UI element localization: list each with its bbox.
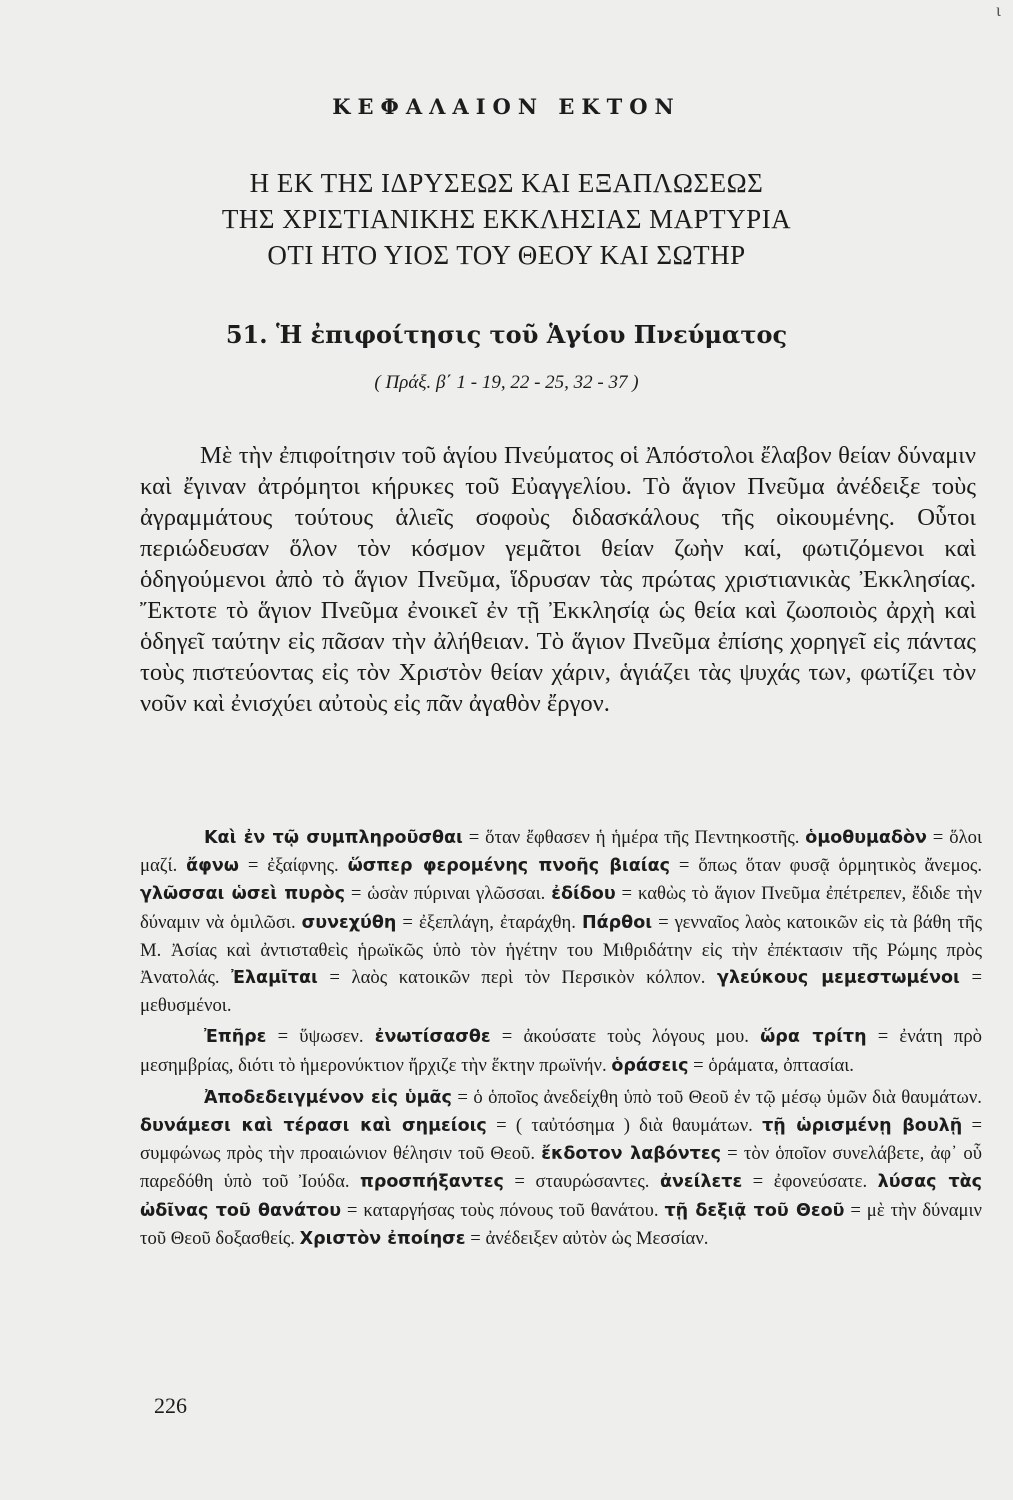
glossary-definition: ἐξεπλάγη, ἐταράχθη. bbox=[418, 911, 576, 933]
chapter-title-line: ΤΗΣ ΧΡΙΣΤΙΑΝΙΚΗΣ ΕΚΚΛΗΣΙΑΣ ΜΑΡΤΥΡΙΑ bbox=[221, 204, 792, 234]
glossary-term: ἐδίδου bbox=[551, 884, 616, 905]
glossary-term: ὥσπερ φερομένης πνοῆς βιαίας bbox=[347, 856, 670, 877]
glossary-definition: λαὸς κατοικῶν περὶ τὸν Περσικὸν κόλπον. bbox=[351, 967, 706, 989]
glossary-definition: ἀνέδειξεν αὐτὸν ὡς Μεσσίαν. bbox=[485, 1227, 709, 1249]
glossary-term: λύσας τὰς ὠδῖνας τοῦ θανάτου bbox=[140, 1172, 983, 1221]
glossary-term: γλῶσσαι ὡσεὶ πυρὸς bbox=[140, 884, 345, 905]
glossary-paragraph: Καὶ ἐν τῷ συμπληροῦσθαι = ὅταν ἔφθασεν ἡ ἡμέρα τῆς Πεντηκοστῆς. ὁμοθυμαδὸν = ὅλοι μαζί. ἄφνω = ἐξαίφνης. ὥσπερ φερομένης πνοῆς βιαίας = ὅπως ὅταν φυσᾷ ὁρμητικὸς ἄνεμος. γλῶσσαι ὡσεὶ πυρὸς = ὡσὰν πύριναι γλῶσσαι. ἐδίδου = καθὼς τὸ ἅγιον Πνεῦμα ἐπέτρεπεν, ἔδιδε τὴν δύναμιν νὰ ὁμιλῶσι. συνεχύθη = ἐξεπλάγη, ἐταράχθη. Πάρθοι = γενναῖος λαὸς κατοικῶν εἰς τὰ βάθη τῆς Μ. Ἀσίας καὶ ἀντισταθεὶς ἡρωϊκῶς ὑπὸ τὸν ἡγέτην του Μιθριδάτην εἰς τὴν ἐπέκτασιν τῆς Ρώμης πρὸς Ἀνατολάς. Ἐλαμῖται = λαὸς κατοικῶν περὶ τὸν Περσικὸν κόλπον. γλεύκους μεμεστωμένοι = μεθυσμένοι. bbox=[140, 827, 983, 1017]
body-paragraph: Μὲ τὴν ἐπιφοίτησιν τοῦ ἁγίου Πνεύματος οἱ Ἀπόστολοι ἔλαβον θείαν δύναμιν καὶ ἔγιναν ἀτρόμητοι κήρυκες τοῦ Εὐαγγελίου. Τὸ ἅγιον Πνεῦμα ἀνέδειξε τοὺς ἀγραμμάτους τούτους ἁλιεῖς σοφοὺς διδασκάλους τῆς οἰκουμένης. Οὗτοι περιώδευσαν ὅλον τὸν κόσμον γεμᾶτοι θείαν ζωὴν καί, φωτιζόμενοι καὶ ὁδηγούμενοι ἀπὸ τὸ ἅγιον Πνεῦμα, ἵδρυσαν τὰς πρώτας χριστιανικὰς Ἐκκλησίας. Ἔκτοτε τὸ ἅγιον Πνεῦμα ἐνοικεῖ ἐν τῇ Ἐκκλησίᾳ ὡς θεία καὶ ζωοποιὸς ἀρχὴ καὶ ὁδηγεῖ ταύτην εἰς πᾶσαν τὴν ἀλήθειαν. Τὸ ἅγιον Πνεῦμα ἐπίσης χορηγεῖ εἰς πάντας τοὺς πιστεύοντας εἰς τὸν Χριστὸν θείαν χάριν, ἁγιάζει τὰς ψυχάς των, φωτίζει τὸν νοῦν καὶ ἐνισχύει αὐτοὺς εἰς πᾶν ἀγαθὸν ἔργον. bbox=[140, 442, 976, 717]
glossary-term: ἔκδοτον λαβόντες bbox=[541, 1144, 721, 1165]
glossary-term: ἄφνω bbox=[186, 856, 239, 877]
glossary-definition: ὕψωσεν. bbox=[299, 1026, 364, 1048]
glossary-definition: ἐφονεύσατε. bbox=[773, 1171, 868, 1193]
glossary-definition: καταργήσας τοὺς πόνους τοῦ θανάτου. bbox=[363, 1199, 659, 1221]
glossary-term: Ἐλαμῖται bbox=[231, 968, 318, 989]
glossary-paragraph: Ἀποδεδειγμένον εἰς ὑμᾶς = ὁ ὁποῖος ἀνεδείχθη ὑπὸ τοῦ Θεοῦ ἐν τῷ μέσῳ ὑμῶν διὰ θαυμάτων. δυνάμεσι καὶ τέρασι καὶ σημείοις = ( ταὐτόσημα ) διὰ θαυμάτων. τῇ ὡρισμένῃ βουλῇ = συμφώνως πρὸς τὴν προαιώνιον θέλησιν τοῦ Θεοῦ. ἔκδοτον λαβόντες = τὸν ὁποῖον συνελάβετε, ἀφ᾿ οὗ παρεδόθη ὑπὸ τοῦ Ἰούδα. προσπήξαντες = σταυρώσαντες. ἀνείλετε = ἐφονεύσατε. λύσας τὰς ὠδῖνας τοῦ θανάτου = καταργήσας τοὺς πόνους τοῦ θανάτου. τῇ δεξιᾷ τοῦ Θεοῦ = μὲ τὴν δύναμιν τοῦ Θεοῦ δοξασθείς. Χριστὸν ἐποίησε = ἀνέδειξεν αὐτὸν ὡς Μεσσίαν. bbox=[140, 1086, 983, 1249]
glossary-definition: συμφώνως πρὸς τὴν προαιώνιον θέλησιν τοῦ Θεοῦ. bbox=[140, 1143, 536, 1165]
page-edge-mark: ι bbox=[996, 0, 1001, 20]
glossary-definition: γενναῖος λαὸς κατοικῶν εἰς τὰ βάθη τῆς Μ. Ἀσίας καὶ ἀντισταθεὶς ἡρωϊκῶς ὑπὸ τὸν ἡγέτην του Μιθριδάτην εἰς τὴν ἐπέκτασιν τῆς Ρώμης πρὸς Ἀνατολάς. bbox=[140, 911, 983, 989]
glossary-term: ἐνωτίσασθε bbox=[374, 1027, 491, 1048]
glossary-definition: ἐξαίφνης. bbox=[267, 855, 339, 877]
glossary-term: ἀνείλετε bbox=[659, 1172, 743, 1193]
glossary-term: ὁμοθυμαδὸν bbox=[805, 828, 927, 848]
glossary-definition: ὅπως ὅταν φυσᾷ ὁρμητικὸς ἄνεμος. bbox=[698, 855, 983, 877]
glossary-definition: ὅταν ἔφθασεν ἡ ἡμέρα τῆς Πεντηκοστῆς. bbox=[485, 827, 800, 848]
glossary-definition: σταυρώσαντες. bbox=[535, 1171, 650, 1193]
glossary-term: ὥρα τρίτη bbox=[760, 1027, 867, 1048]
glossary-term: ὁράσεις bbox=[611, 1055, 689, 1076]
glossary-definition: τὸν ὁποῖον συνελάβετε, ἀφ᾿ οὗ παρεδόθη ὑπὸ τοῦ Ἰούδα. bbox=[140, 1143, 982, 1193]
glossary-term: τῇ ὡρισμένῃ βουλῇ bbox=[762, 1116, 963, 1137]
main-text bbox=[140, 440, 976, 719]
glossary-term: Ἐπῆρε bbox=[204, 1027, 267, 1048]
glossary-definition: μὲ τὴν δύναμιν τοῦ Θεοῦ δοξασθείς. bbox=[140, 1199, 982, 1249]
glossary-definition: ἀκούσατε τοὺς λόγους μου. bbox=[523, 1026, 749, 1048]
glossary-term: τῇ δεξιᾷ τοῦ Θεοῦ bbox=[664, 1200, 845, 1221]
glossary-definition: καθὼς τὸ ἅγιον Πνεῦμα ἐπέτρεπεν, ἔδιδε τὴν δύναμιν νὰ ὁμιλῶσι. bbox=[140, 883, 982, 933]
scripture-reference: ( Πράξ. β΄ 1 - 19, 22 - 25, 32 - 37 ) bbox=[374, 372, 639, 393]
glossary-notes bbox=[140, 824, 982, 1257]
glossary-paragraph: Ἐπῆρε = ὕψωσεν. ἐνωτίσασθε = ἀκούσατε τοὺς λόγους μου. ὥρα τρίτη = ἐνάτη πρὸ μεσημβρίας, διότι τὸ ἡμερονύκτιον ἤρχιζε τὴν ἕκτην πρωϊνήν. ὁράσεις = ὁράματα, ὀπτασίαι. bbox=[140, 1026, 983, 1076]
glossary-term: δυνάμεσι καὶ τέρασι καὶ σημείοις bbox=[140, 1116, 487, 1137]
glossary-term: Χριστὸν ἐποίησε bbox=[299, 1228, 466, 1249]
chapter-label: ΚΕΦΑΛΑΙΟΝ ΕΚΤΟΝ bbox=[332, 94, 681, 119]
glossary-term: συνεχύθη bbox=[301, 912, 397, 933]
glossary-definition: ὁ ὁποῖος ἀνεδείχθη ὑπὸ τοῦ Θεοῦ ἐν τῷ μέσῳ ὑμῶν διὰ θαυμάτων. bbox=[473, 1086, 982, 1108]
glossary-definition: ὡσὰν πύριναι γλῶσσαι. bbox=[367, 883, 546, 905]
glossary-definition: ὁράματα, ὀπτασίαι. bbox=[708, 1054, 854, 1076]
glossary-term: προσπήξαντες bbox=[360, 1172, 504, 1193]
glossary-term: γλεύκους μεμεστωμένοι bbox=[717, 968, 960, 989]
glossary-definition: ὅλοι μαζί. bbox=[140, 827, 982, 877]
glossary-term: Καὶ ἐν τῷ συμπληροῦσθαι bbox=[204, 828, 463, 848]
glossary-definition: ( ταὐτόσημα ) διὰ θαυμάτων. bbox=[515, 1115, 753, 1137]
chapter-title-line: ΟΤΙ ΗΤΟ ΥΙΟΣ ΤΟΥ ΘΕΟΥ ΚΑΙ ΣΩΤΗΡ bbox=[267, 240, 746, 270]
chapter-title-line: Η ΕΚ ΤΗΣ ΙΔΡΥΣΕΩΣ ΚΑΙ ΕΞΑΠΛΩΣΕΩΣ bbox=[249, 168, 764, 198]
glossary-definition: ἐνάτη πρὸ μεσημβρίας, διότι τὸ ἡμερονύκτιον ἤρχιζε τὴν ἕκτην πρωϊνήν. bbox=[140, 1026, 983, 1076]
glossary-term: Ἀποδεδειγμένον εἰς ὑμᾶς bbox=[204, 1087, 452, 1108]
glossary-definition: μεθυσμένοι. bbox=[140, 995, 232, 1017]
page-number: 226 bbox=[154, 1393, 187, 1418]
chapter-title bbox=[0, 165, 1013, 273]
glossary-term: Πάρθοι bbox=[581, 912, 653, 933]
section-heading: 51. Ἡ ἐπιφοίτησις τοῦ Ἁγίου Πνεύματος bbox=[225, 320, 788, 349]
